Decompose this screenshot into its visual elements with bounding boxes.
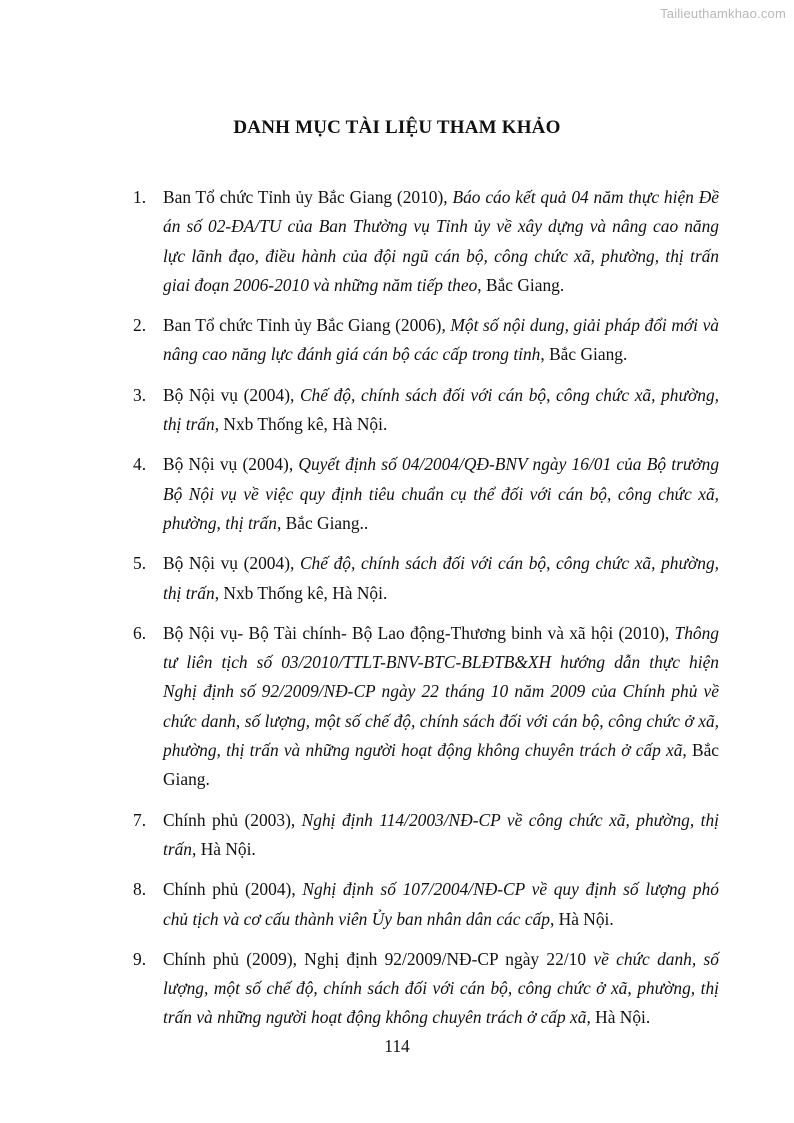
reference-title: Một số nội dung, giải pháp đổi mới và nâng cao năng lực đánh giá cán bộ các cấp trong tỉnh [163,315,719,365]
reference-publisher: , Nxb Thống kê, Hà Nội. [214,582,388,603]
reference-publisher: , Nxb Thống kê, Hà Nội. [214,414,388,435]
reference-author: Chính phủ (2003), [163,809,302,830]
reference-author: Bộ Nội vụ (2004), [163,454,299,475]
reference-number: 9. [133,948,147,969]
reference-publisher: , Hà Nội. [549,908,614,929]
reference-title: Quyết định số 04/2004/QĐ-BNV ngày 16/01 của Bộ trưởng Bộ Nội vụ về việc quy định tiêu chuẩn cụ thể đối với cán bộ, công chức xã, phường, thị trấn [163,454,720,533]
reference-publisher: , Hà Nội. [586,1007,651,1028]
reference-title: Nghị định 114/2003/NĐ-CP về công chức xã, phường, thị trấn [163,809,719,859]
reference-title: về chức danh, số lượng, một số chế độ, chính sách đối với cán bộ, công chức ở xã, phường, thị trấn và những người hoạt động không chuyên trách ở cấp xã [163,948,719,1028]
reference-item [126,945,719,1033]
reference-item [126,450,719,538]
reference-number: 8. [133,879,147,900]
reference-number: 1. [133,187,147,207]
reference-publisher: , Bắc Giang.. [276,512,369,533]
reference-item [126,619,719,795]
reference-number: 3. [133,384,147,405]
reference-author: Bộ Nội vụ (2004), [163,384,300,405]
reference-number: 6. [133,622,147,643]
page-title: DANH MỤC TÀI LIỆU THAM KHẢO [233,117,561,138]
reference-title: Nghị định số 107/2004/NĐ-CP về quy định số lượng phó chủ tịch và cơ cấu thành viên Ủy ban nhân dân các cấp [163,879,719,929]
reference-item [126,875,719,934]
reference-number: 7. [133,809,147,830]
reference-title: Chế độ, chính sách đối với cán bộ, công chức xã, phường, thị trấn [163,553,719,603]
reference-author: Ban Tổ chức Tỉnh ủy Bắc Giang (2010), [163,187,453,207]
reference-author: Chính phủ (2004), [163,879,303,900]
reference-publisher: , Bắc Giang. [540,344,628,365]
reference-publisher: , Bắc Giang. [477,274,565,295]
watermark: Tailieuthamkhao.com [660,6,786,21]
reference-list [126,183,719,1044]
reference-item [126,549,719,608]
reference-author: Ban Tổ chức Tỉnh ủy Bắc Giang (2006), [163,315,451,336]
page-number: 114 [384,1036,410,1056]
reference-title: Thông tư liên tịch số 03/2010/TTLT-BNV-BTC-BLĐTB&XH hướng dẫn thực hiện Nghị định số 92/2009/NĐ-CP ngày 22 tháng 10 năm 2009 của Chính phủ về chức danh, số lượng, một số chế độ, chính sách đối với cán bộ, công chức ở xã, phường, thị trấn và những người hoạt động không chuyên trách ở cấp xã [163,622,719,761]
reference-publisher: , Hà Nội. [192,838,256,859]
reference-item [126,183,719,300]
reference-publisher: , Bắc Giang. [163,740,720,790]
reference-number: 5. [133,553,147,574]
reference-author: Bộ Nội vụ (2004), [163,553,300,574]
reference-title: Chế độ, chính sách đối với cán bộ, công chức xã, phường, thị trấn [163,384,719,435]
reference-title: Báo cáo kết quả 04 năm thực hiện Đề án số 02-ĐA/TU của Ban Thường vụ Tỉnh ủy về xây dựng và nâng cao năng lực lãnh đạo, điều hành của đội ngũ cán bộ, công chức xã, phường, thị trấn giai đoạn 2006-2010 và những năm tiếp theo [163,187,719,295]
reference-item [126,311,719,370]
reference-author: Chính phủ (2009), Nghị định 92/2009/NĐ-CP ngày 22/10 [163,948,594,969]
reference-number: 4. [133,454,147,475]
reference-item [126,806,719,865]
reference-number: 2. [133,315,147,336]
reference-item [126,381,719,440]
reference-author: Bộ Nội vụ- Bộ Tài chính- Bộ Lao động-Thương binh và xã hội (2010), [163,622,675,643]
